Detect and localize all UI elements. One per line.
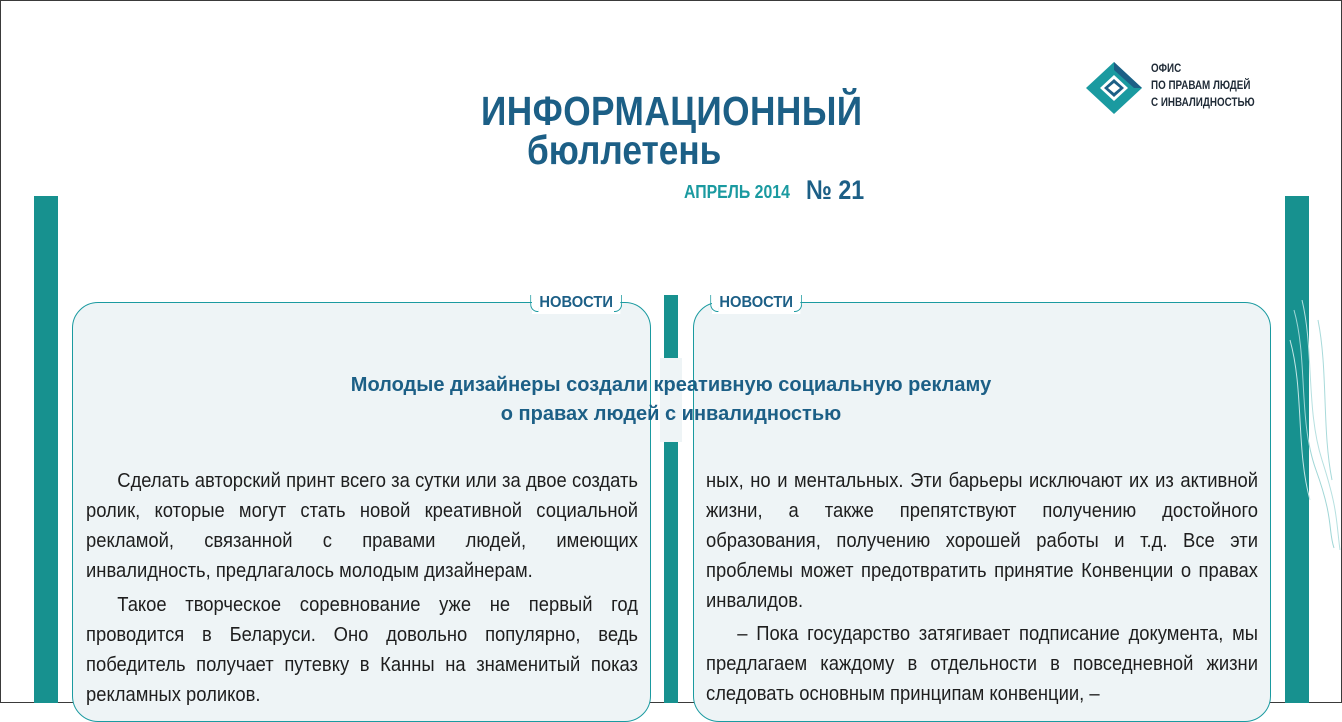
right-column-paragraph-2: – Пока государство затягивает подписание документа, мы предлагаем каждому в отдельности в повседневной жизни следовать основным принципам конвенции, – [706,623,1258,705]
article-headline-line-2: о правах людей с инвалидностью [500,403,842,425]
right-column-paragraph-1: ных, но и ментальных. Эти барьеры исключают их из активной жизни, а также препятствуют получению достойного образования, получению хорошей работы и т.д. Все эти проблемы может предотвратить принятие Конвенции о правах инвалидов. [706,470,1258,612]
issue-number: № 21 [806,175,865,205]
section-tab-news-right: НОВОСТИ [712,292,800,314]
logo-text-line-1: ОФИС [1151,61,1182,75]
bulletin-title-line-1: ИНФОРМАЦИОННЫЙ [481,88,863,134]
issue-date: АПРЕЛЬ 2014 [684,182,790,202]
left-decorative-bar [34,196,58,703]
decorative-strands [1288,300,1342,550]
center-divider-bar [664,295,678,703]
logo-text-line-2: ПО ПРАВАМ ЛЮДЕЙ [1151,78,1251,92]
left-column-paragraph-2: Такое творческое соревнование уже не первый год проводится в Беларуси. Оно довольно популярно, ведь победитель получает путевку в Канны на знаменитый показ рекламных роликов. [86,594,638,706]
article-headline-line-1: Молодые дизайнеры создали креативную социальную рекламу [350,374,992,396]
bulletin-title-line-2: бюллетень [527,127,722,173]
logo-text-line-3: С ИНВАЛИДНОСТЬЮ [1151,95,1255,109]
left-column-paragraph-1: Сделать авторский принт всего за сутки или за двое создать ролик, которые могут стать новой креативной социальной рекламой, связанной с правами людей, имеющих инвалидность, предлагалось молодым дизайнерам. [86,470,638,582]
office-logo-icon [1084,58,1144,114]
section-tab-news-left: НОВОСТИ [532,292,620,314]
